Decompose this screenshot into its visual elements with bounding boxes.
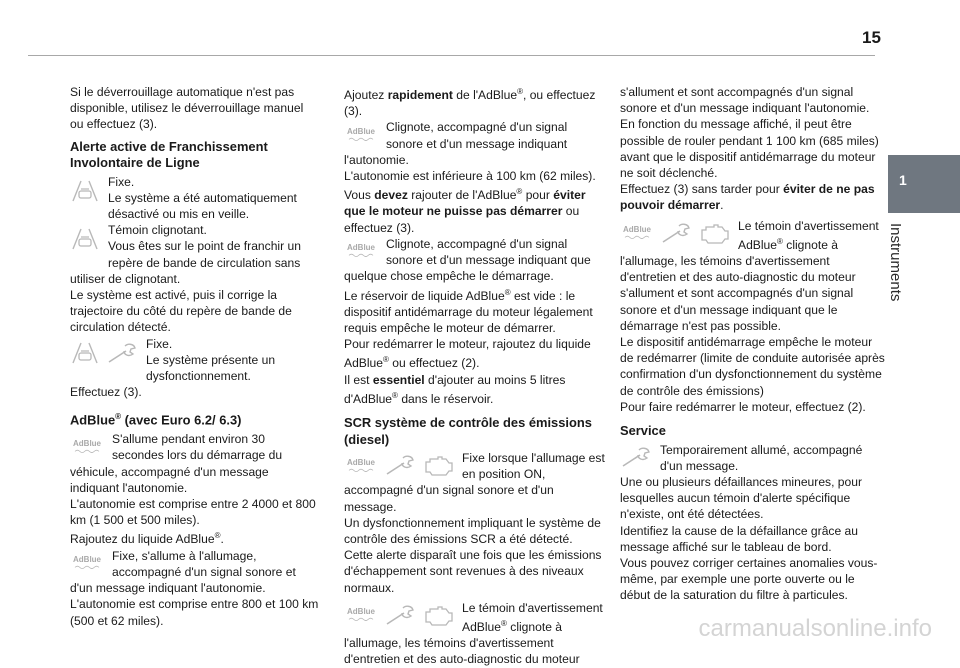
section-title: Instruments [887,223,904,302]
continued-text: s'allument et sont accompagnés d'un signal sonore et d'un message indiquant l'autonomie. [620,85,870,116]
no-start-text: Le témoin d'avertissement AdBlue® clignote à l'allumage, les témoins d'avertissement d'entretien et des auto-diagnostic du moteur s'allument et sont accompagnés d'un signal sonore et d'un message indiquant que le démarrage n'est pas possible. [620,218,879,333]
adblue-heading: AdBlue® (avec Euro 6.2/ 6.3) [70,412,242,428]
adblue-entry-blink-100 [344,119,606,235]
adblue-quick-add: Ajoutez rapidement de l'AdBlue®, ou effectuez (3). [344,87,596,119]
adblue-entry-30s [70,431,320,547]
lane-blink-text: Vous êtes sur le point de franchir un repère de bande de circulation sans utiliser de clignotant. [70,239,301,286]
immobiliser-text: Le dispositif antidémarrage empêche le moteur de redémarrer (limite de conduite autorisée après confirmation d'un dysfonctionnement du système de contrôle des émissions) [620,335,885,398]
lane-departure-icon [70,339,100,367]
column-3 [620,84,888,604]
lane-fault-text: Le système présente un dysfonctionnement. [146,352,276,384]
scr-entry-fixed [344,450,606,596]
range-text: En fonction du message affiché, il peut être possible de rouler pendant 1 100 km (685 miles) avant que le dispositif antidémarrage du moteur ne soit déclenché. [620,117,879,181]
watermark: carmanualsonline.info [698,615,932,642]
column-2 [344,84,606,668]
adblue-empty-restart: Pour redémarrer le moteur, rajoutez du liquide AdBlue® ou effectuez (2). [344,337,591,371]
lane-fault-label: Fixe. [146,336,173,351]
adblue-30s-range: L'autonomie est comprise entre 2 4000 et 800 km (1 500 et 500 miles). [70,497,316,528]
scr-fixed-desc: Un dysfonctionnement impliquant le système de contrôle des émissions SCR a été détecté. [344,515,601,547]
scr-fixed-text: Fixe lorsque l'allumage est en position ON, accompagné d'un signal sonore et d'un message. [344,451,605,514]
service-entry [620,442,888,604]
lane-entry-blinking [70,222,320,335]
lane-entry-fixed [70,174,320,223]
intro-paragraph: Si le déverrouillage automatique n'est pas disponible, utilisez le déverrouillage manuel ou effectuez (3). [70,85,304,132]
lane-blink-label: Témoin clignotant. [108,223,207,238]
wrench-icon [384,452,416,478]
wrench-icon [620,444,652,470]
service-identify: Identifiez la cause de la défaillance grâce au message affiché sur le tableau de bord. [620,523,859,554]
column-1 [70,84,320,629]
adblue-blink-text: Clignote, accompagné d'un signal sonore et d'un message indiquant l'autonomie. [344,120,568,167]
scr-fixed-note: Cette alerte disparaît une fois que les émissions d'échappement sont revenues à des niveaux normaux. [344,548,602,595]
section-tab-number: 1 [899,172,907,188]
adblue-icon: AdBlue [344,459,378,472]
lane-departure-icon [70,225,100,253]
top-divider [28,55,875,56]
adblue-30s-action: Rajoutez du liquide AdBlue®. [70,531,224,547]
adblue-icon: AdBlue [70,556,104,569]
adblue-empty-essential: Il est essentiel d'ajouter au moins 5 litres d'AdBlue® dans le réservoir. [344,372,566,406]
wrench-icon [106,340,138,366]
service-desc: Une ou plusieurs défaillances mineures, pour lesquelles aucun témoin d'alerte spécifique n'existe, ont été détectées. [620,475,863,522]
service-heading: Service [620,423,666,439]
adblue-30s-text: S'allume pendant environ 30 secondes lors du démarrage du véhicule, accompagné d'un message indiquant l'autonomie. [70,432,283,495]
page-number: 15 [862,28,881,47]
adblue-blink-range: L'autonomie est inférieure à 100 km (62 miles). [344,169,596,184]
scr-blink-text: Le témoin d'avertissement AdBlue® clignote à l'allumage, les témoins d'avertissement d'entretien et des auto-diagnostic du moteur [344,600,603,667]
adblue-icon: AdBlue [344,128,378,141]
lane-entry-fault [70,336,320,401]
lane-blink-text-2: Le système est activé, puis il corrige la trajectoire du côté du repère de bande de circulation détecté. [70,288,292,335]
lane-fault-action: Effectuez (3). [70,385,142,400]
lane-fixed-label: Fixe. [108,174,135,189]
wrench-icon [660,220,692,246]
adblue-entry-blink-empty [344,236,606,407]
adblue-empty-desc: Le réservoir de liquide AdBlue® est vide : le dispositif antidémarrage du moteur légalement requis empêche le moteur de démarrer. [344,287,593,335]
adblue-icon: AdBlue [344,244,378,257]
adblue-no-start-entry [620,218,888,415]
adblue-blink-action: Vous devez rajouter de l'AdBlue® pour éviter que le moteur ne puisse pas démarrer ou effectuez (3). [344,187,586,235]
adblue-fixed-range: L'autonomie est comprise entre 800 et 100 km (500 et 62 miles). [70,597,319,628]
start-warning: Effectuez (3) sans tarder pour éviter de ne pas pouvoir démarrer. [620,182,875,213]
scr-heading: SCR système de contrôle des émissions (diesel) [344,415,592,447]
lane-departure-icon [70,177,100,205]
service-fix: Vous pouvez corriger certaines anomalies vous-même, par exemple une porte ouverte ou le début de la saturation du filtre à particules. [620,556,878,603]
adblue-icon: AdBlue [70,440,104,453]
adblue-empty-text: Clignote, accompagné d'un signal sonore et d'un message indiquant que quelque chose empêche le démarrage. [344,236,591,284]
lane-fixed-text: Le système a été automatiquement désactivé ou mis en veille. [108,190,297,222]
restart-action: Pour faire redémarrer le moteur, effectuez (2). [620,399,866,414]
engine-icon [698,220,730,246]
adblue-icon: AdBlue [344,608,378,621]
lane-heading: Alerte active de Franchissement Involontaire de Ligne [70,138,268,171]
adblue-icon: AdBlue [620,226,654,239]
engine-icon [422,452,454,478]
adblue-fixed-text: Fixe, s'allume à l'allumage, accompagné d'un signal sonore et d'un message indiquant l'autonomie. [70,548,296,596]
service-text: Temporairement allumé, accompagné d'un message. [660,442,863,473]
